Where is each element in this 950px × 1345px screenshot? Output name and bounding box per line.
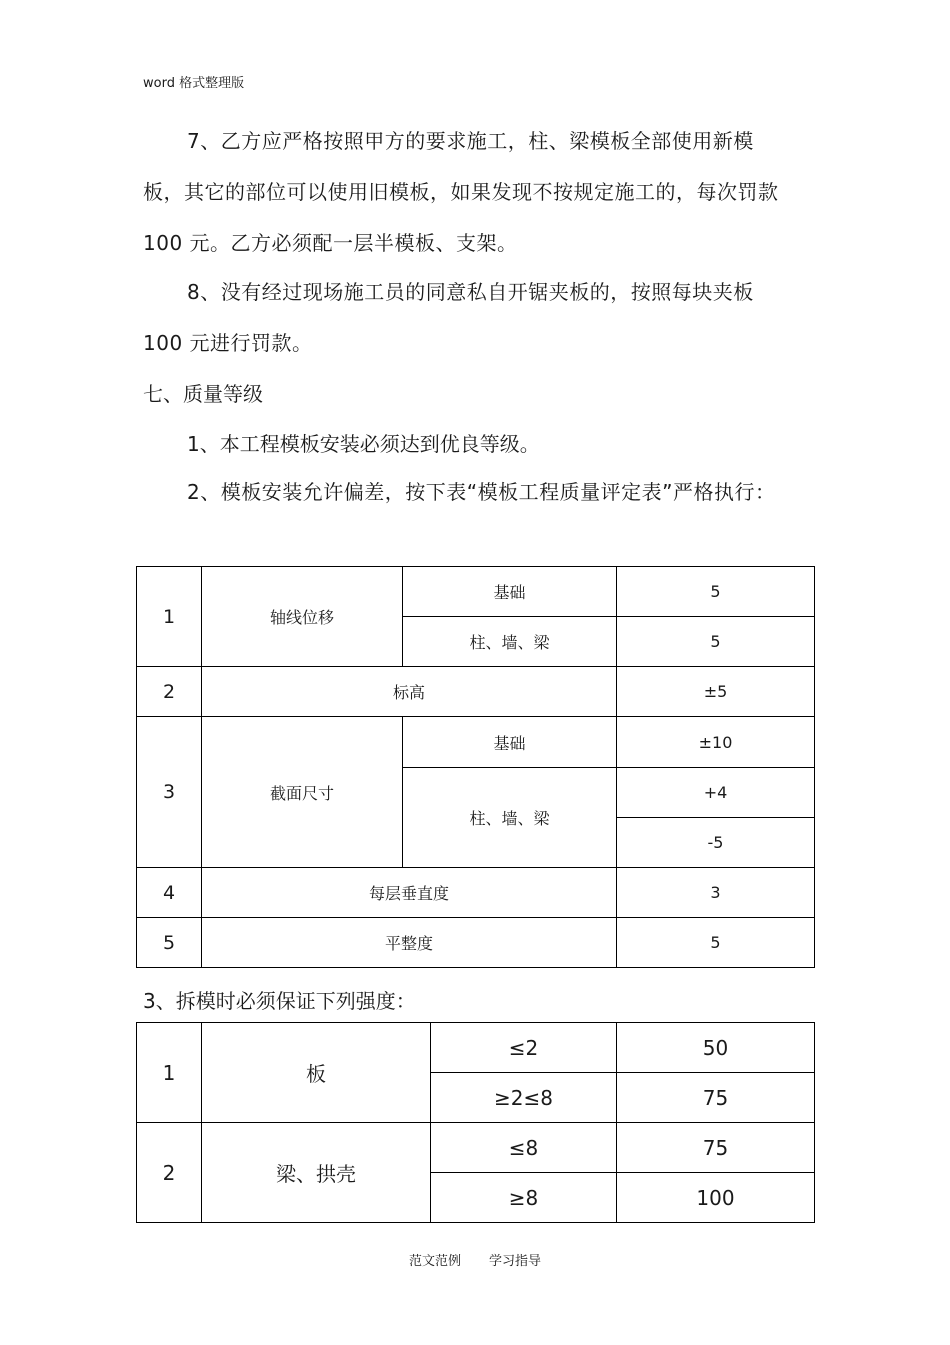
page-footer <box>0 1250 950 1269</box>
strength-percent: 100 <box>617 1173 815 1223</box>
item-name: 轴线位移 <box>202 567 403 667</box>
span-condition: ≥2≤8 <box>431 1073 617 1123</box>
span-condition: ≤8 <box>431 1123 617 1173</box>
sub-item: 基础 <box>403 717 617 768</box>
item-name: 平整度 <box>202 918 617 968</box>
section-heading: 七、质量等级 <box>143 382 263 406</box>
paragraph-7: 7、乙方应严格按照甲方的要求施工，柱、梁模板全部使用新模板，其它的部位可以使用旧模板，如果发现不按规定施工的，每次罚款 100 元。乙方必须配一层半模板、支架。 <box>143 129 779 255</box>
page-header: word 格式整理版 <box>143 76 245 91</box>
tolerance-value: 5 <box>617 567 815 617</box>
span-condition: ≤2 <box>431 1023 617 1073</box>
quality-item-1: 1、本工程模板安装必须达到优良等级。 <box>187 432 540 456</box>
row-number: 1 <box>137 1023 202 1123</box>
footer-left: 范文范例 <box>408 1254 461 1269</box>
item-name: 每层垂直度 <box>202 868 617 918</box>
sub-item: 基础 <box>403 567 617 617</box>
member-type: 梁、拱壳 <box>202 1123 431 1223</box>
row-number: 5 <box>137 918 202 968</box>
item-name: 标高 <box>202 667 617 717</box>
formwork-removal-strength-table <box>136 1022 815 1223</box>
span-condition: ≥8 <box>431 1173 617 1223</box>
item-name: 截面尺寸 <box>202 717 403 868</box>
quality-item-2: 2、模板安装允许偏差，按下表“模板工程质量评定表”严格执行： <box>187 480 776 504</box>
row-number: 4 <box>137 868 202 918</box>
tolerance-value: 5 <box>617 617 815 667</box>
row-number: 2 <box>137 667 202 717</box>
row-number: 3 <box>137 717 202 868</box>
sub-item: 柱、墙、梁 <box>403 617 617 667</box>
row-number: 2 <box>137 1123 202 1223</box>
tolerance-value: ±10 <box>617 717 815 768</box>
strength-percent: 75 <box>617 1073 815 1123</box>
strength-percent: 50 <box>617 1023 815 1073</box>
strength-percent: 75 <box>617 1123 815 1173</box>
template-quality-table <box>136 566 815 968</box>
tolerance-value: ±5 <box>617 667 815 717</box>
tolerance-value: 5 <box>617 918 815 968</box>
footer-right: 学习指导 <box>489 1254 542 1269</box>
quality-item-3: 3、拆模时必须保证下列强度： <box>143 989 416 1013</box>
paragraph-8: 8、没有经过现场施工员的同意私自开锯夹板的，按照每块夹板100 元进行罚款。 <box>143 280 754 355</box>
row-number: 1 <box>137 567 202 667</box>
tolerance-value: +4 <box>617 768 815 818</box>
tolerance-value: 3 <box>617 868 815 918</box>
tolerance-value: -5 <box>617 818 815 868</box>
sub-item: 柱、墙、梁 <box>403 768 617 868</box>
member-type: 板 <box>202 1023 431 1123</box>
